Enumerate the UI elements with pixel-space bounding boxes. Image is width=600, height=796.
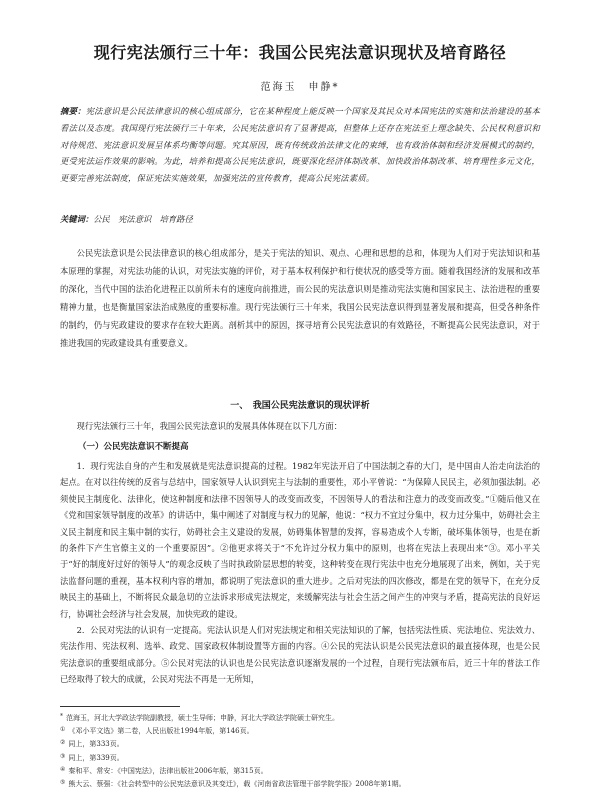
abstract-text: 宪法意识是公民法律意识的核心组成部分，它在某种程度上能反映一个国家及其民众对本国宪法的实施和法治建设的基本看法以及态度。我国现行宪法颁行三十年来，公民宪法意识有了显著提高，但整体上还存在宪法至上理念缺失、公民权利意识和对待规范、宪法意识发展呈体系均衡等问题。究其原因，既有传统政治法律文化的束缚，也有政治体制和经济发展模式的制约，更受宪法运作效果的影响。为此，培养和提高公民宪法意识，既要深化经济体制改革、加快政治体制改革、培育理性多元文化，更要完善宪法制度，保证宪法实施效果，加强宪法的宣传教育，提高公民宪法素质。 xyxy=(60,106,540,184)
footnote-mark: ② xyxy=(60,739,66,747)
section-heading: 一、 我国公民宪法意识的现状评析 xyxy=(230,401,370,411)
lead-paragraph: 现行宪法颁行三十年，我国公民宪法意识的发展具体体现在以下几方面： xyxy=(76,421,343,431)
abstract-label: 摘要： xyxy=(60,106,86,116)
footnote-text: 范海玉，河北大学政法学院副教授，硕士生导师；申静，河北大学政法学院硕士研究生。 xyxy=(66,714,339,722)
footnote xyxy=(60,711,540,724)
footnote-text: 熊大云、蔡强：《社会转型中的公民宪法意识及其变迁》，载《河南省政法管理干部学院学报》2008年第1期。 xyxy=(68,780,406,789)
intro-paragraph: 公民宪法意识是公民法律意识的核心组成部分，是关于宪法的知识、观点、心理和思想的总和，体现为人们对于宪法知识和基本原理的掌握，对宪法功能的认识，对宪法实施的评价，对于基本权利保护和行使状况的感受等方面。随着我国经济的发展和改革的深化，当代中国的法治化进程正以前所未有的速度向前推进，而公民的宪法意识则是推动宪法实施和国家民主、法治进程的重要精神力量，也是衡量国家法治成熟度的重要标准。现行宪法颁行三十年来，我国公民宪法意识得到显著发展和提高，但受各种条件的制约，仍与宪政建设的要求存在较大距离。剖析其中的原因，探寻培育公民宪法意识的有效路径，不断提高公民宪法意识，对于推进我国的宪政建设具有重要意义。 xyxy=(60,248,540,348)
keywords-label: 关键词： xyxy=(60,214,94,224)
footnote-mark: ④ xyxy=(60,765,66,773)
footnote-mark: ① xyxy=(60,726,66,734)
body-text xyxy=(60,458,540,688)
keywords xyxy=(60,213,540,225)
subsection-heading: （一）公民宪法意识不断提高 xyxy=(78,442,189,452)
footnote-mark: * xyxy=(60,713,63,720)
footnotes xyxy=(60,711,540,790)
footnote xyxy=(60,764,540,777)
footnote-mark: ⑤ xyxy=(60,779,66,787)
footnote xyxy=(60,737,540,750)
footnote-text: 同上，第339页。 xyxy=(68,753,124,762)
footnote-mark: ③ xyxy=(60,752,66,760)
body-paragraph: 1．现行宪法自身的产生和发展就是宪法意识提高的过程。1982年宪法开启了中国法制之春的大门，是中国由人治走向法治的起点。在对以往传统的反省与总结中，国家领导人认识到宪主与法制的重要性，邓小平曾说：“为保障人民民主，必须加强法制。必须使民主制度化、法律化，使这种制度和法律不因领导人的改变而改变，不因领导人的看法和注意力的改变而改变。”①随后他又在《党和国家领导制度的改革》的讲话中，集中阐述了对制度与权力的见解，他说：“权力不宜过分集中，权力过分集中，妨碍社会主义民主制度和民主集中制的实行，妨碍社会主义建设的发展，妨碍集体智慧的发挥，容易造成个人专断，破坏集体领导，也是在新的条件下产生官僚主义的一个重要原因”。②他更求将关于“不允许过分权力集中的原则，也将在宪法上表现出来”③。邓小平关于“好的制度好过好的领导人”的观念反映了当时执政阶层思想的转变，这种转变在现行宪法中也充分地展现了出来，例如，关于宪法监督问题的重视，基本权利内容的增加，都说明了宪法意识的重大进步。之后对宪法的四次修改，都是在党的领导下，在充分反映民主的基础上，不断将民众最急切的立法诉求形成宪法规定，来缓解宪法与社会生活之间产生的冲突与矛盾，提高宪法的良好运行，协调社会经济与社会发展，加快宪政的建设。 xyxy=(60,461,540,619)
footnote xyxy=(60,724,540,737)
footnote xyxy=(60,751,540,764)
footnote-text: 《邓小平文选》第二卷，人民出版社1994年版，第146页。 xyxy=(68,727,254,736)
footnote-text: 同上，第333页。 xyxy=(68,740,124,749)
footnote-text: 秦和平、常安：《中国宪法》，法律出版社2006年版，第315页。 xyxy=(68,766,268,775)
footnote-divider xyxy=(60,706,180,707)
footnote xyxy=(60,777,540,790)
body-paragraph: 2．公民对宪法的认识有一定提高。宪法认识是人们对宪法规定和相关宪法知识的了解，包括宪法性质、宪法地位、宪法效力、宪法作用、宪法权利、选举、政党、国家政权体制设置等方面的内容。④公民的宪法认识是公民宪法意识的最直接体现，也是公民宪法意识的重要组成部分。⑤公民对宪法的认识也是公民宪法意识逐渐发展的一个过程，自现行宪法颁布后，近三十年的普法工作已经取得了较大的成就，公民对宪法不再是一无所知， xyxy=(60,625,540,685)
abstract xyxy=(60,103,540,187)
author-line: 范海玉 申静* xyxy=(260,82,340,93)
page-title: 现行宪法颁行三十年：我国公民宪法意识现状及培育路径 xyxy=(93,43,507,62)
keywords-text: 公民 宪法意识 培育路径 xyxy=(93,214,193,224)
